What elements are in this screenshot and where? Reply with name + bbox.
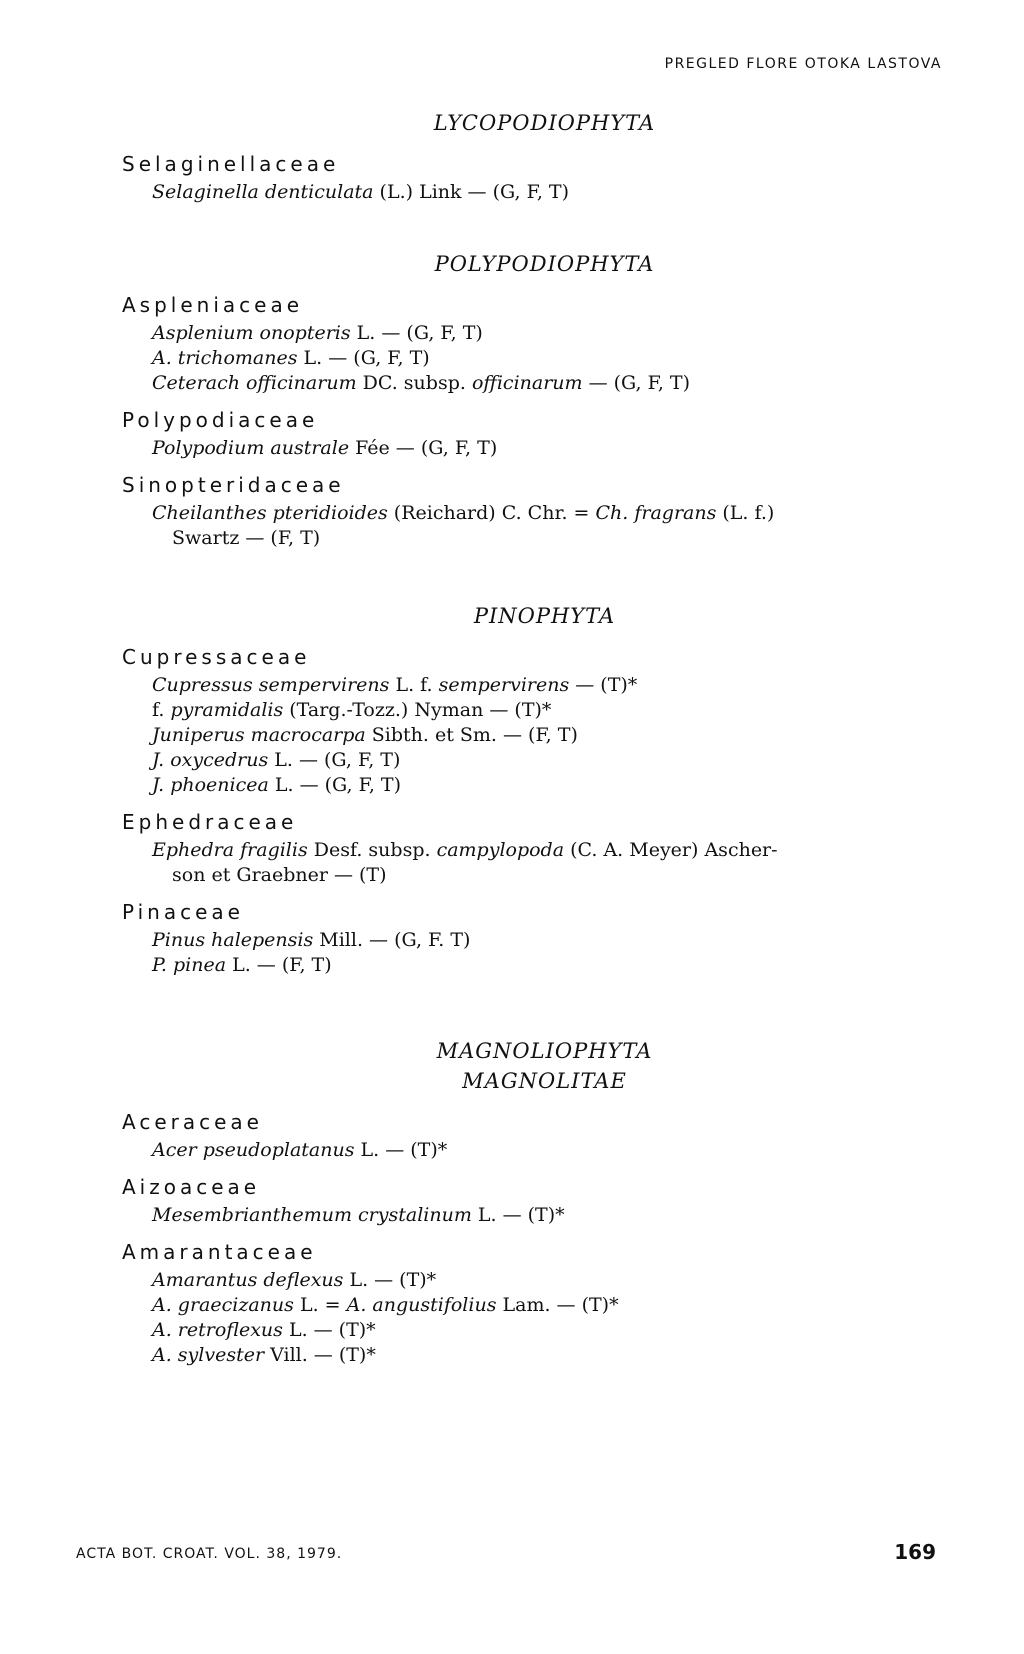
species-authority: (Targ.-Tozz.) Nyman — (T)* [283, 699, 552, 721]
taxon-name: Acer pseudoplatanus [152, 1139, 355, 1161]
journal-citation: ACTA BOT. CROAT. VOL. 38, 1979. [76, 1546, 343, 1562]
division-block [122, 601, 922, 631]
species-entry [152, 1203, 922, 1228]
species-authority: Swartz — (F, T) [172, 527, 321, 549]
division-title: PINOPHYTA [473, 604, 616, 628]
taxon-name: sempervirens [438, 674, 570, 696]
species-entry [152, 346, 922, 371]
taxon-name: A. retroflexus [152, 1319, 283, 1341]
species-continuation [172, 863, 922, 888]
species-entry [152, 928, 922, 953]
page-number: 169 [894, 1540, 936, 1564]
division-title: MAGNOLITAE [462, 1069, 627, 1093]
family-name: Amarantaceae [122, 1240, 317, 1264]
family-name: Cupressaceae [122, 645, 311, 669]
taxon-name: J. phoenicea [152, 774, 269, 796]
species-entry [152, 436, 922, 461]
taxon-name: Ephedra fragilis [152, 839, 308, 861]
taxon-name: Asplenium onopteris [152, 322, 351, 344]
species-continuation [172, 526, 922, 551]
species-entry [152, 1293, 922, 1318]
species-entry [152, 953, 922, 978]
species-entry [152, 773, 922, 798]
species-authority: DC. subsp. [356, 372, 472, 394]
species-authority: Mill. — (G, F. T) [313, 929, 471, 951]
taxon-name: Polypodium australe [152, 437, 350, 459]
species-entry [152, 1268, 922, 1293]
family-name: Ephedraceae [122, 810, 298, 834]
division-block [122, 108, 922, 138]
species-authority: (C. A. Meyer) Ascher- [564, 839, 778, 861]
species-entry [152, 1138, 922, 1163]
species-authority: f. [152, 699, 171, 721]
taxon-name: A. sylvester [152, 1344, 265, 1366]
species-authority: Sibth. et Sm. — (F, T) [365, 724, 578, 746]
species-entry [152, 723, 922, 748]
running-head: PREGLED FLORE OTOKA LASTOVA [664, 56, 942, 72]
family-name: Aceraceae [122, 1110, 263, 1134]
species-authority: Desf. subsp. [307, 839, 437, 861]
taxon-name: Selaginella denticulata [152, 181, 374, 203]
species-authority: son et Graebner — (T) [172, 864, 387, 886]
species-authority: — (T)* [569, 674, 638, 696]
species-entry [152, 1343, 922, 1368]
species-authority: L. — (T)* [343, 1269, 437, 1291]
taxon-name: campylopoda [436, 839, 565, 861]
species-authority: Vill. — (T)* [264, 1344, 376, 1366]
species-authority: Fée — (G, F, T) [349, 437, 498, 459]
taxon-name: Amarantus deflexus [152, 1269, 344, 1291]
taxon-name: A. trichomanes [152, 347, 298, 369]
family-name: Pinaceae [122, 900, 244, 924]
species-authority: L. — (T)* [282, 1319, 376, 1341]
taxon-name: Juniperus macrocarpa [152, 724, 366, 746]
taxon-name: A. angustifolius [346, 1294, 497, 1316]
taxon-name: Ch. fragrans [595, 502, 717, 524]
family-name: Polypodiaceae [122, 408, 319, 432]
family-name: Selaginellaceae [122, 152, 340, 176]
species-entry [152, 1318, 922, 1343]
species-entry [152, 748, 922, 773]
species-authority: L. — (T)* [354, 1139, 448, 1161]
taxon-name: Cupressus sempervirens [152, 674, 390, 696]
species-authority: (Reichard) C. Chr. = [387, 502, 596, 524]
species-authority: (L.) Link — (G, F, T) [373, 181, 569, 203]
family-name: Aspleniaceae [122, 293, 304, 317]
division-title: LYCOPODIOPHYTA [433, 111, 656, 135]
taxon-name: P. pinea [152, 954, 227, 976]
species-authority: L. — (G, F, T) [297, 347, 430, 369]
taxon-name: Mesembrianthemum crystalinum [152, 1204, 472, 1226]
species-entry [152, 673, 922, 698]
taxon-name: J. oxycedrus [152, 749, 269, 771]
taxon-name: officinarum [471, 372, 583, 394]
taxon-name: A. graecizanus [152, 1294, 294, 1316]
species-entry [152, 698, 922, 723]
species-authority: (L. f.) [716, 502, 775, 524]
taxon-name: Pinus halepensis [152, 929, 314, 951]
species-entry [152, 371, 922, 396]
species-entry [152, 180, 922, 205]
family-name: Aizoaceae [122, 1175, 261, 1199]
species-authority: L. — (G, F, T) [350, 322, 483, 344]
species-list [122, 108, 922, 1368]
species-authority: L. f. [389, 674, 439, 696]
species-entry [152, 321, 922, 346]
taxon-name: Ceterach officinarum [152, 372, 357, 394]
division-block [122, 249, 922, 279]
species-authority: L. — (G, F, T) [268, 749, 401, 771]
species-authority: L. — (T)* [471, 1204, 565, 1226]
taxon-name: Cheilanthes pteridioides [152, 502, 388, 524]
species-authority: L. — (G, F, T) [268, 774, 401, 796]
family-name: Sinopteridaceae [122, 473, 345, 497]
species-authority: Lam. — (T)* [496, 1294, 619, 1316]
species-entry [152, 501, 922, 551]
species-entry [152, 838, 922, 888]
division-title: POLYPODIOPHYTA [434, 252, 655, 276]
species-authority: L. — (F, T) [226, 954, 332, 976]
taxon-name: pyramidalis [170, 699, 284, 721]
species-authority: — (G, F, T) [582, 372, 691, 394]
division-title: MAGNOLIOPHYTA [436, 1039, 653, 1063]
division-block [122, 1036, 922, 1096]
species-authority: L. = [293, 1294, 347, 1316]
